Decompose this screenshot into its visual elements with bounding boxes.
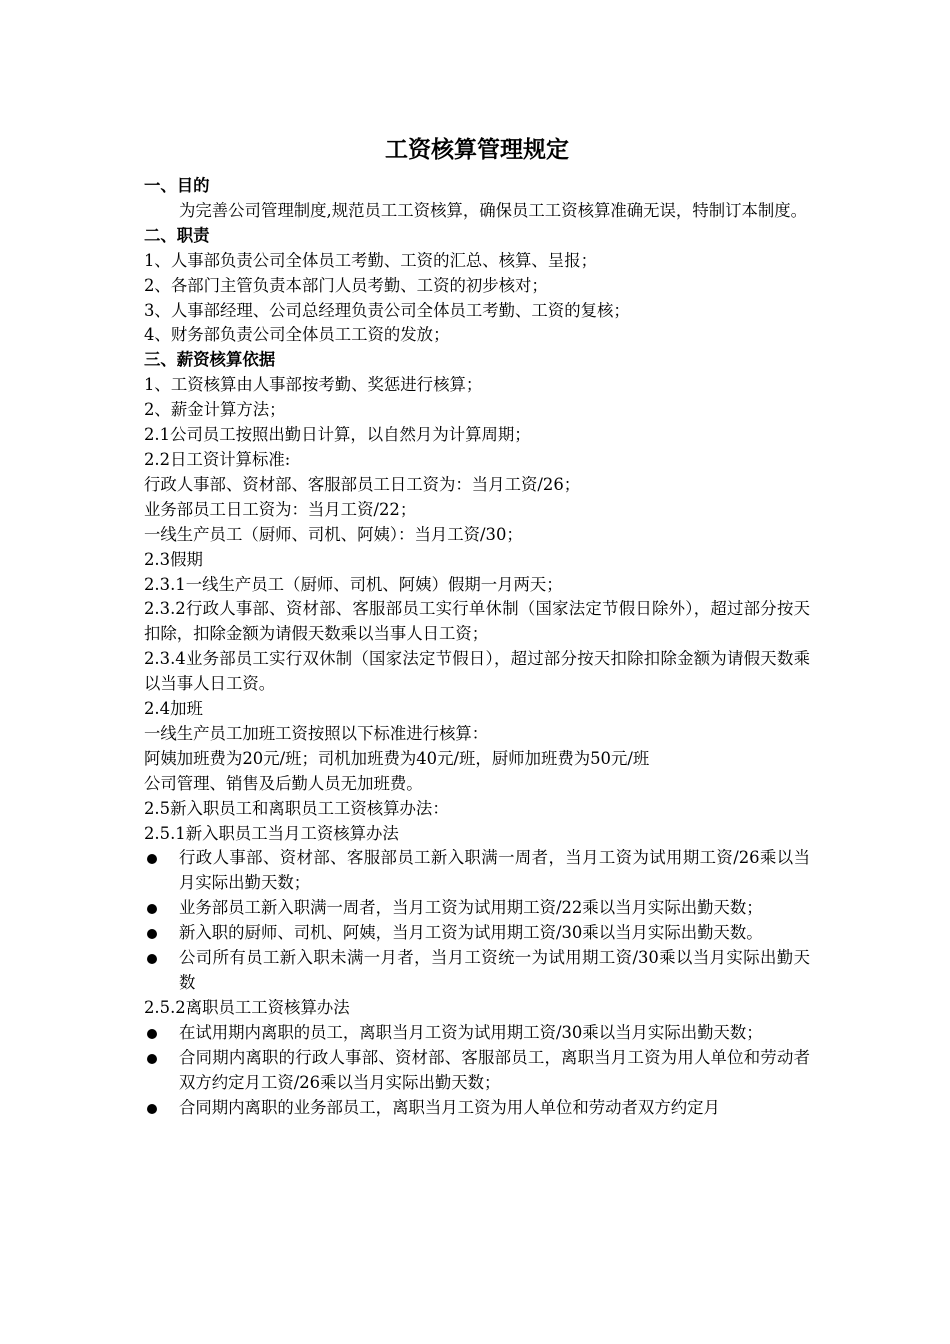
bullet-item-departure xyxy=(144,1096,810,1121)
section-heading-duties: 二、职责 xyxy=(144,225,210,245)
bullet-item-new-hire xyxy=(144,846,810,896)
basis-paragraph-234: 2.3.4业务部员工实行双休制（国家法定节假日），超过部分按天扣除扣除金额为请假天数乘以当事人日工资。 xyxy=(144,649,810,694)
basis-paragraph-232: 2.3.2行政人事部、资材部、客服部员工实行单休制（国家法定节假日除外），超过部分按天扣除，扣除金额为请假天数乘以当事人日工资； xyxy=(144,599,810,644)
basis-line-252: 2.5.2离职员工工资核算办法 xyxy=(144,997,350,1017)
bullet-dot-icon xyxy=(147,1054,157,1064)
bullet-dot-icon xyxy=(147,929,157,939)
basis-line: 1、工资核算由人事部按考勤、奖惩进行核算； xyxy=(144,375,483,395)
basis-line: 阿姨加班费为20元/班；司机加班费为40元/班，厨师加班费为50元/班 xyxy=(144,748,650,768)
purpose-paragraph: 为完善公司管理制度,规范员工工资核算，确保员工工资核算准确无误，特制订本制度。 xyxy=(179,200,808,220)
bullet-item-new-hire xyxy=(144,921,810,946)
basis-line: 2.4加班 xyxy=(144,699,203,719)
duty-item: 4、财务部负责公司全体员工工资的发放； xyxy=(144,325,450,345)
basis-line: 2.5新入职员工和离职员工工资核算办法： xyxy=(144,798,449,818)
document-page xyxy=(144,130,810,1120)
basis-line: 2.3假期 xyxy=(144,549,203,569)
duty-item: 1、人事部负责公司全体员工考勤、工资的汇总、核算、呈报； xyxy=(144,250,597,270)
bullet-text: 公司所有员工新入职未满一月者，当月工资统一为试用期工资/30乘以当月实际出勤天数 xyxy=(179,948,810,992)
bullet-text: 合同期内离职的行政人事部、资材部、客服部员工，离职当月工资为用人单位和劳动者双方约定月工资/26乘以当月实际出勤天数； xyxy=(179,1047,810,1092)
basis-line: 2.5.1新入职员工当月工资核算办法 xyxy=(144,823,399,843)
bullet-dot-icon xyxy=(147,1104,157,1114)
basis-line: 2.1公司员工按照出勤日计算，以自然月为计算周期； xyxy=(144,425,531,445)
bullet-dot-icon xyxy=(147,954,157,964)
bullet-item-departure xyxy=(144,1021,810,1046)
bullet-text: 业务部员工新入职满一周者，当月工资为试用期工资/22乘以当月实际出勤天数； xyxy=(179,898,763,918)
bullet-dot-icon xyxy=(147,904,157,914)
section-heading-purpose: 一、目的 xyxy=(144,176,210,195)
bullet-text: 新入职的厨师、司机、阿姨，当月工资为试用期工资/30乘以当月实际出勤天数。 xyxy=(179,923,763,943)
basis-line: 行政人事部、资材部、客服部员工日工资为：当月工资/26； xyxy=(144,474,581,494)
bullet-item-new-hire xyxy=(144,896,810,921)
basis-line: 2、薪金计算方法； xyxy=(144,400,286,420)
basis-line: 2.2日工资计算标准: xyxy=(144,449,291,469)
bullet-text: 行政人事部、资材部、客服部员工新入职满一周者，当月工资为试用期工资/26乘以当月实际出勤天数； xyxy=(179,848,810,893)
document-title: 工资核算管理规定 xyxy=(385,137,569,163)
bullet-text: 合同期内离职的业务部员工，离职当月工资为用人单位和劳动者双方约定月 xyxy=(179,1097,720,1117)
bullet-dot-icon xyxy=(147,1029,157,1039)
bullet-item-departure xyxy=(144,1046,810,1096)
duty-item: 2、各部门主管负责本部门人员考勤、工资的初步核对； xyxy=(144,275,548,295)
section-heading-basis: 三、薪资核算依据 xyxy=(144,350,276,370)
basis-line: 公司管理、销售及后勤人员无加班费。 xyxy=(144,773,423,793)
bullet-item-new-hire xyxy=(144,946,810,996)
basis-line: 业务部员工日工资为：当月工资/22； xyxy=(144,499,417,519)
basis-line: 2.3.1一线生产员工（厨师、司机、阿姨）假期一月两天； xyxy=(144,574,563,594)
bullet-text: 在试用期内离职的员工，离职当月工资为试用期工资/30乘以当月实际出勤天数； xyxy=(179,1022,763,1042)
bullet-dot-icon xyxy=(147,854,157,864)
duty-item: 3、人事部经理、公司总经理负责公司全体员工考勤、工资的复核； xyxy=(144,300,630,320)
basis-line: 一线生产员工加班工资按照以下标准进行核算： xyxy=(144,723,489,743)
basis-line: 一线生产员工（厨师、司机、阿姨）：当月工资/30； xyxy=(144,524,523,544)
